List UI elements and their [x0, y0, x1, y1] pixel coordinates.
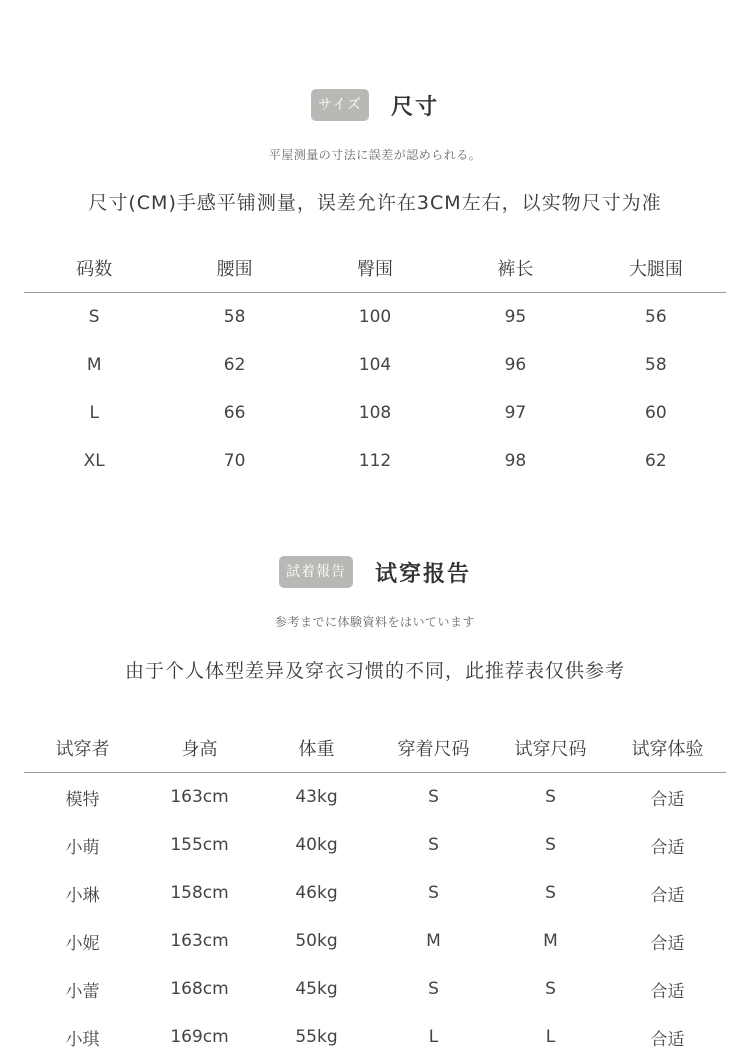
table-cell: 95: [504, 307, 527, 327]
table-cell: 155cm: [170, 835, 229, 855]
trial-col-header: 试穿体验: [631, 739, 704, 760]
table-cell: 60: [645, 403, 667, 423]
size-col-header: 裤长: [497, 259, 534, 280]
table-cell: 97: [504, 403, 527, 423]
table-cell: 模特: [65, 789, 100, 810]
table-cell: M: [86, 355, 102, 375]
trial-section-header: [0, 556, 750, 588]
table-cell: XL: [83, 451, 105, 471]
table-cell: 合适: [650, 789, 685, 810]
table-cell: 112: [358, 451, 392, 471]
table-cell: 96: [504, 355, 527, 375]
table-cell: 168cm: [170, 979, 229, 999]
table-cell: 98: [504, 451, 527, 471]
table-cell: 62: [223, 355, 246, 375]
table-cell: 100: [358, 307, 392, 327]
size-table-header: [24, 244, 726, 293]
trial-col-header: 试穿尺码: [514, 739, 587, 760]
table-cell: 66: [223, 403, 246, 423]
table-cell: 56: [645, 307, 667, 327]
table-row: [24, 773, 726, 821]
table-cell: 62: [645, 451, 667, 471]
table-cell: 小萌: [65, 837, 100, 858]
table-cell: 108: [358, 403, 392, 423]
table-cell: S: [428, 835, 439, 855]
table-cell: 小琳: [65, 885, 100, 906]
table-row: [24, 821, 726, 869]
table-cell: 合适: [650, 981, 685, 1002]
size-note: 平屋测量の寸法に誤差が認められる。: [268, 148, 482, 162]
table-cell: 合适: [650, 837, 685, 858]
table-row: [24, 1013, 726, 1061]
size-col-header: 码数: [76, 259, 113, 280]
table-row: [24, 293, 726, 341]
table-row: [24, 965, 726, 1013]
table-cell: 163cm: [170, 787, 229, 807]
size-title: 尺寸: [390, 94, 439, 120]
table-cell: 58: [645, 355, 667, 375]
table-cell: 合适: [650, 1029, 685, 1050]
table-cell: 合适: [650, 885, 685, 906]
table-cell: S: [88, 307, 100, 327]
trial-col-header: 体重: [298, 739, 335, 760]
size-col-header: 腰围: [216, 259, 253, 280]
trial-table-header: [24, 724, 726, 773]
size-col-header: 大腿围: [628, 259, 683, 280]
table-cell: 58: [223, 307, 246, 327]
table-cell: S: [545, 883, 556, 903]
table-cell: S: [428, 883, 439, 903]
table-row: [24, 437, 726, 485]
table-cell: M: [426, 931, 441, 951]
table-cell: M: [543, 931, 558, 951]
table-cell: 小琪: [65, 1029, 100, 1050]
table-row: [24, 917, 726, 965]
table-cell: 50kg: [295, 931, 338, 951]
trial-note: 参考までに体験資料をはいています: [274, 615, 475, 629]
table-row: [24, 389, 726, 437]
size-description: 尺寸(CM)手感平铺测量，误差允许在3CM左右，以实物尺寸为准: [88, 192, 662, 214]
table-cell: 小蕾: [65, 981, 100, 1002]
table-cell: 104: [358, 355, 392, 375]
table-cell: 70: [223, 451, 246, 471]
trial-col-header: 穿着尺码: [397, 739, 470, 760]
size-section-header: [0, 89, 750, 121]
trial-col-header: 身高: [181, 739, 218, 760]
table-cell: 169cm: [170, 1027, 229, 1047]
table-cell: L: [89, 403, 99, 423]
size-badge: サイズ: [311, 89, 369, 121]
size-table: [24, 244, 726, 485]
table-cell: S: [545, 979, 556, 999]
table-cell: 46kg: [295, 883, 338, 903]
table-cell: 小妮: [65, 933, 100, 954]
trial-table: [24, 724, 726, 1061]
table-cell: 158cm: [170, 883, 229, 903]
table-cell: 43kg: [295, 787, 338, 807]
table-cell: S: [428, 787, 439, 807]
size-col-header: 臀围: [357, 259, 394, 280]
table-cell: 163cm: [170, 931, 229, 951]
table-cell: L: [428, 1027, 439, 1047]
table-cell: L: [545, 1027, 556, 1047]
table-cell: S: [545, 835, 556, 855]
table-cell: 55kg: [295, 1027, 338, 1047]
trial-title: 试穿报告: [374, 561, 471, 587]
table-cell: 合适: [650, 933, 685, 954]
table-row: [24, 341, 726, 389]
trial-description: 由于个人体型差异及穿衣习惯的不同，此推荐表仅供参考: [124, 660, 625, 682]
trial-badge: 試着報告: [279, 556, 353, 588]
table-cell: S: [545, 787, 556, 807]
table-cell: 40kg: [295, 835, 338, 855]
table-row: [24, 869, 726, 917]
table-cell: 45kg: [295, 979, 338, 999]
trial-col-header: 试穿者: [55, 739, 110, 760]
table-cell: S: [428, 979, 439, 999]
